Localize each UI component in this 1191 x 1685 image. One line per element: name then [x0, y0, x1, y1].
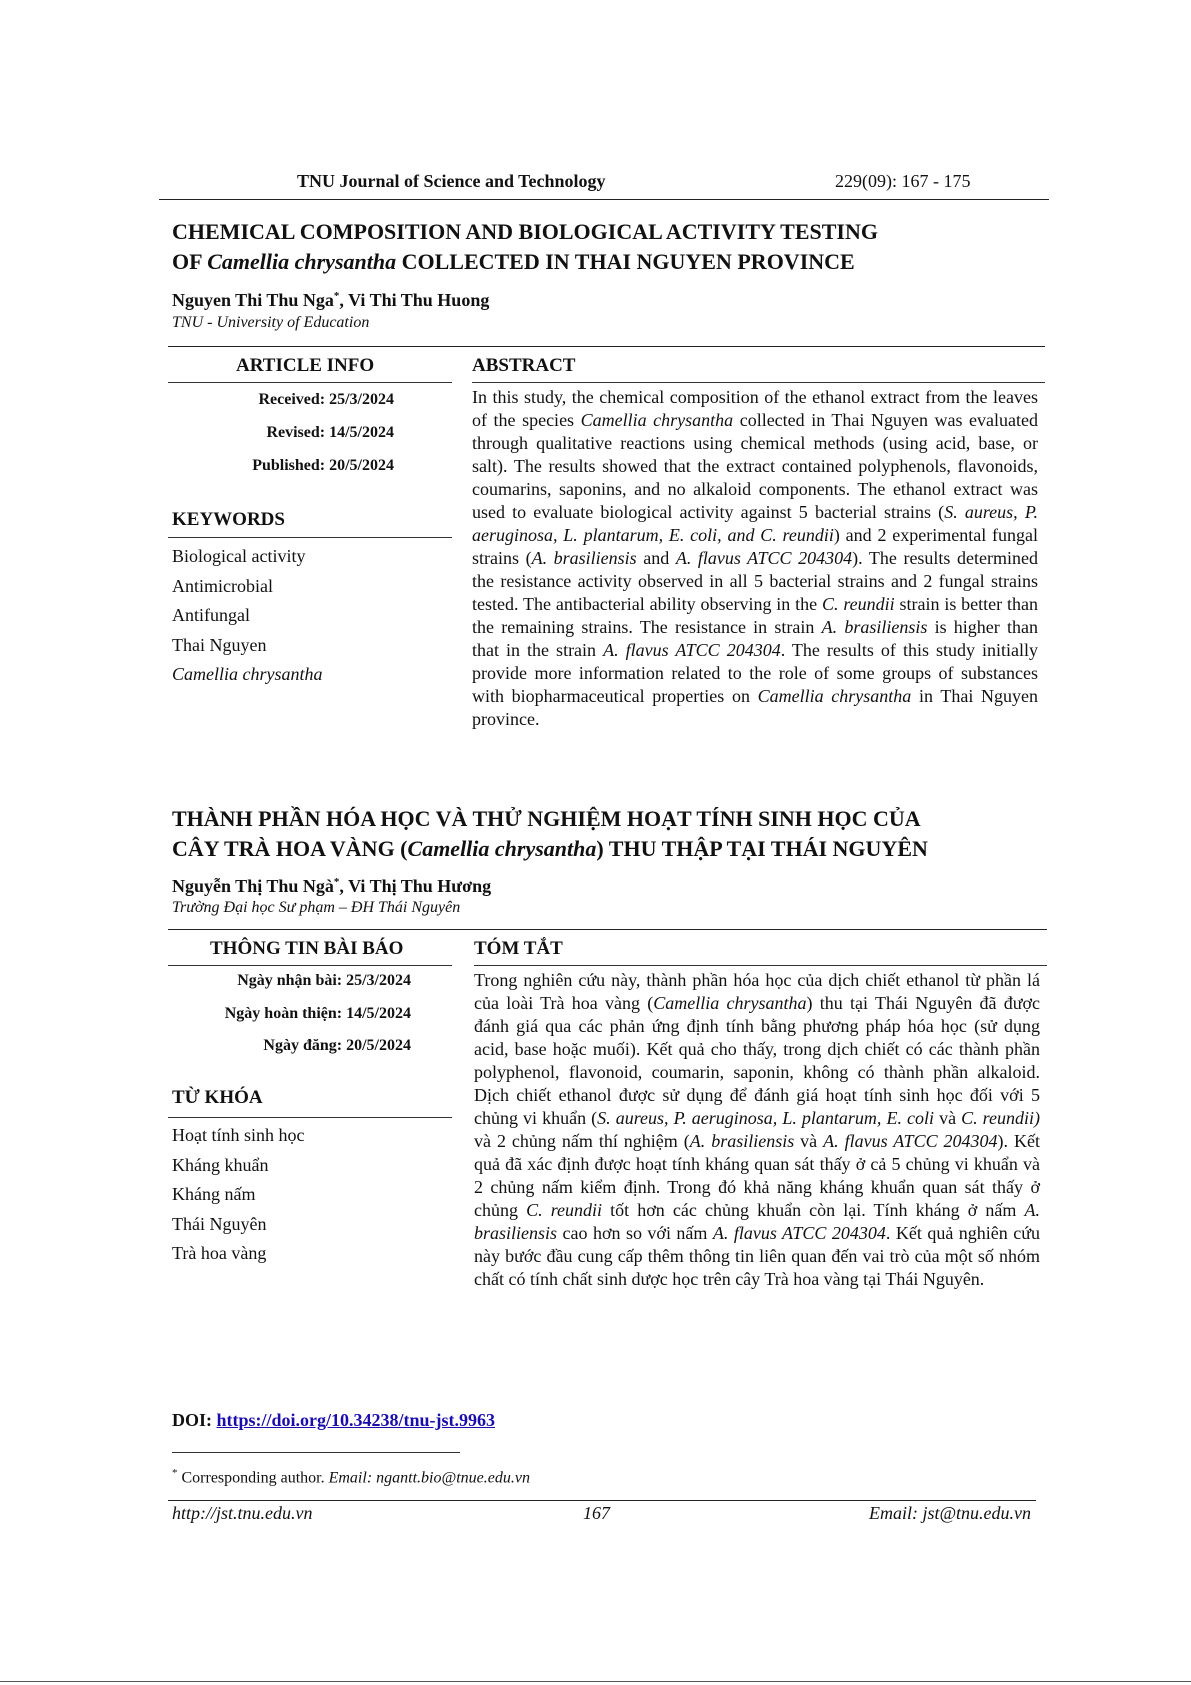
vietnamese-abstract-rule: [474, 965, 1047, 966]
header-rule: [159, 199, 1049, 200]
vietnamese-published: Ngày đăng: 20/5/2024: [263, 1037, 411, 1054]
footnote-email: Email: ngantt.bio@tnue.edu.vn: [328, 1469, 530, 1487]
doi-label: DOI:: [172, 1410, 217, 1430]
english-abstract: In this study, the chemical composition of the ethanol extract from the leaves of the species Camellia chrysantha collected in Thai Nguyen was evaluated through qualitative reactions using chemical methods (using acid, base, or salt). The results showed that the extract contained polyphenols, flavonoids, coumarins, saponins, and no alkaloid components. The ethanol extract was used to evaluate biological activity against 5 bacterial strains (S. aureus, P. aeruginosa, L. plantarum, E. coli, and C. reundii) and 2 experimental fungal strains (A. brasiliensis and A. flavus ATCC 204304). The results determined the resistance activity observed in all 5 bacterial strains and 2 fungal strains tested. The antibacterial ability observing in the C. reundii strain is better than the remaining strains. The resistance in strain A. brasiliensis is higher than that in the strain A. flavus ATCC 204304. The results of this study initially provide more information related to the role of some groups of substances with biopharmaceutical properties on Camellia chrysantha in Thai Nguyen province.: [472, 387, 1039, 729]
english-authors: Nguyen Thi Thu Nga*, Vi Thi Thu Huong: [172, 290, 490, 310]
keyword: Antimicrobial: [172, 575, 273, 596]
english-info-left-rule: [168, 382, 452, 383]
keywords-rule: [168, 537, 452, 538]
keyword: Trà hoa vàng: [172, 1243, 267, 1263]
english-received: Received: 25/3/2024: [258, 391, 394, 408]
english-title-line2: OF Camellia chrysantha COLLECTED IN THAI NGUYEN PROVINCE: [172, 249, 855, 274]
keywords-label: KEYWORDS: [172, 509, 285, 530]
footer-rule: [168, 1500, 1036, 1501]
vietnamese-affiliation: Trường Đại học Sư phạm – ĐH Thái Nguyên: [172, 899, 461, 916]
keyword: Thái Nguyên: [172, 1213, 267, 1234]
keyword: Kháng khuẩn: [172, 1154, 269, 1175]
issue-info: 229(09): 167 - 175: [835, 171, 971, 191]
keyword: Thai Nguyen: [172, 634, 267, 655]
vietnamese-title-line1: THÀNH PHẦN HÓA HỌC VÀ THỬ NGHIỆM HOẠT TÍNH SINH HỌC CỦA: [172, 806, 921, 831]
footnote-rule: [172, 1452, 460, 1453]
english-published: Published: 20/5/2024: [252, 457, 394, 474]
doi-line: [172, 1410, 495, 1431]
vietnamese-info-left-rule: [168, 965, 452, 966]
article-info-label: ARTICLE INFO: [236, 355, 375, 376]
english-title-line1: CHEMICAL COMPOSITION AND BIOLOGICAL ACTIVITY TESTING: [172, 219, 878, 244]
doi-link[interactable]: https://doi.org/10.34238/tnu-jst.9963: [216, 1410, 496, 1430]
keyword: Camellia chrysantha: [172, 664, 323, 684]
abstract-label: ABSTRACT: [472, 355, 576, 376]
english-abstract-rule: [472, 382, 1045, 383]
footer-website: http://jst.tnu.edu.vn: [172, 1503, 313, 1523]
english-revised: Revised: 14/5/2024: [266, 424, 394, 441]
vietnamese-authors: Nguyễn Thị Thu Ngà*, Vi Thị Thu Hương: [172, 876, 492, 896]
journal-name: TNU Journal of Science and Technology: [297, 171, 606, 191]
thong-tin-label: THÔNG TIN BÀI BÁO: [210, 938, 404, 959]
english-affiliation: TNU - University of Education: [172, 314, 370, 331]
vietnamese-received: Ngày nhận bài: 25/3/2024: [237, 972, 411, 989]
english-info-top-rule: [168, 346, 1045, 347]
tom-tat-label: TÓM TẮT: [474, 938, 563, 959]
vietnamese-title: [172, 804, 1072, 864]
tu-khoa-label: TỪ KHÓA: [172, 1087, 263, 1108]
english-title: [172, 217, 1052, 277]
vietnamese-keywords: [172, 1121, 305, 1269]
vietnamese-abstract: Trong nghiên cứu này, thành phần hóa học của dịch chiết ethanol từ phần lá của loài Trà hoa vàng (Camellia chrysantha) thu tại Thái Nguyên đã được đánh giá qua các phản ứng định tính bằng phương pháp hóa học (sử dụng acid, base hoặc muối). Kết quả cho thấy, trong dịch chiết có các thành phần polyphenol, flavonoid, coumarin, saponin, không có thành phần alkaloid. Dịch chiết ethanol được sử dụng để đánh giá hoạt tính sinh học đối với 5 chủng vi khuẩn (S. aureus, P. aeruginosa, L. plantarum, E. coli và C. reundii) và 2 chủng nấm thí nghiệm (A. brasiliensis và A. flavus ATCC 204304). Kết quả đã xác định được hoạt tính kháng quan sát thấy ở cả 5 chủng vi khuẩn và 2 chủng nấm kiểm định. Trong đó khả năng kháng khuẩn quan sát thấy ở chủng C. reundii tốt hơn các chủng khuẩn còn lại. Tính kháng ở nấm A. brasiliensis cao hơn so với nấm A. flavus ATCC 204304. Kết quả nghiên cứu này bước đầu cung cấp thêm thông tin liên quan đến vai trò của một số nhóm chất có tính chất sinh dược học trên cây Trà hoa vàng tại Thái Nguyên.: [474, 970, 1041, 1289]
vietnamese-info-top-rule: [168, 929, 1047, 930]
english-keywords: [172, 542, 323, 690]
vietnamese-revised: Ngày hoàn thiện: 14/5/2024: [224, 1005, 411, 1022]
page-number: 167: [583, 1503, 610, 1523]
keyword: Antifungal: [172, 605, 250, 625]
keyword: Kháng nấm: [172, 1184, 256, 1204]
footnote: * Corresponding author. Email: ngantt.bio@tnue.edu.vn: [172, 1467, 530, 1487]
keyword: Hoạt tính sinh học: [172, 1125, 305, 1145]
footer-email: Email: jst@tnu.edu.vn: [868, 1503, 1031, 1523]
vietnamese-title-line2: CÂY TRÀ HOA VÀNG (Camellia chrysantha) THU THẬP TẠI THÁI NGUYÊN: [172, 836, 928, 861]
keyword: Biological activity: [172, 546, 306, 566]
page-bottom-edge: [0, 1681, 1191, 1682]
tu-khoa-rule: [168, 1117, 452, 1118]
